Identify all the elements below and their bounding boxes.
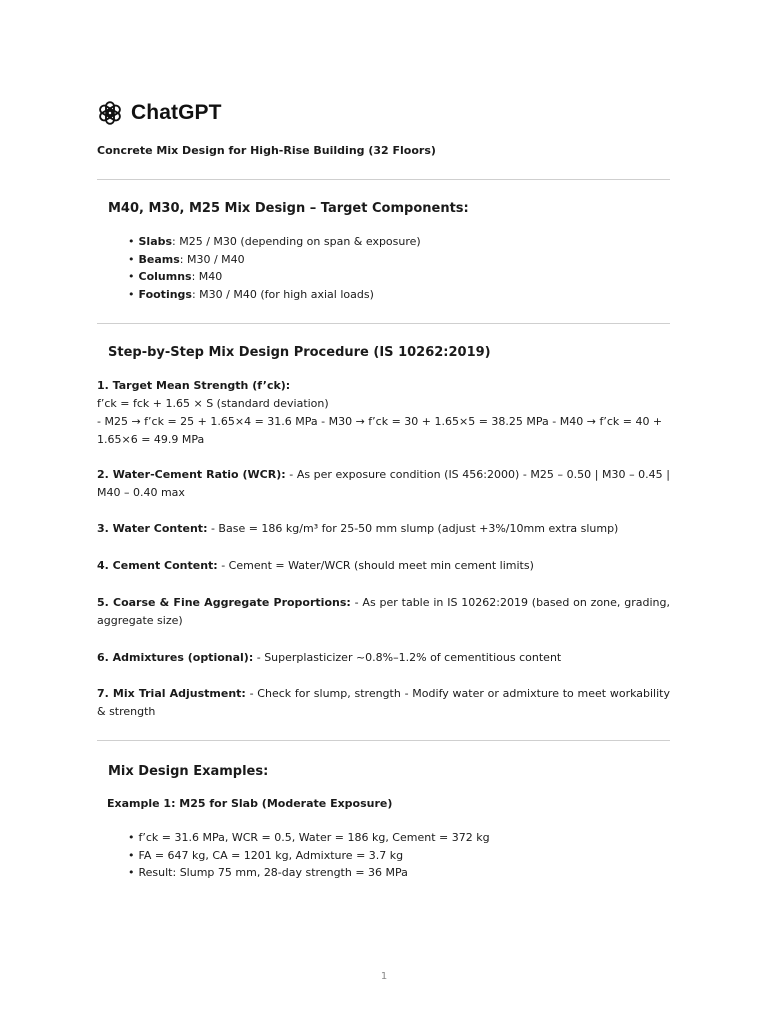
step-1 [97,377,670,449]
step-title: 7. Mix Trial Adjustment: [97,687,246,700]
section-heading-targets: M40, M30, M25 Mix Design – Target Components: [108,201,469,216]
step-text: - Superplasticizer ~0.8%–1.2% of cementitious content [253,651,562,664]
step-title: 5. Coarse & Fine Aggregate Proportions: [97,596,351,609]
step-title: 1. Target Mean Strength (f’ck): [97,379,291,392]
list-item: • Beams: M30 / M40 [128,252,245,266]
list-item: • Footings: M30 / M40 (for high axial loads) [128,288,374,302]
list-item: • Slabs: M25 / M30 (depending on span & exposure) [128,235,421,248]
section-heading-examples: Mix Design Examples: [108,764,269,779]
step-4 [97,557,670,575]
section-heading-procedure: Step-by-Step Mix Design Procedure (IS 10262:2019) [108,345,491,360]
step-7 [97,685,670,721]
step-formula: f’ck = fck + 1.65 × S (standard deviation) [97,397,329,410]
step-title: 4. Cement Content: [97,559,218,572]
step-text: - Cement = Water/WCR (should meet min cement limits) [217,559,534,572]
list-item: • Result: Slump 75 mm, 28-day strength = 36 MPa [128,866,408,880]
example-1-list [128,829,490,882]
target-components-list [128,233,421,304]
step-text: - As per exposure condition (IS 456:2000) - M25 – 0.50 | M30 – 0.45 | M40 – 0.40 max [97,468,670,499]
step-2 [97,466,670,502]
step-5 [97,594,670,630]
document-title: Concrete Mix Design for High-Rise Building (32 Floors) [97,144,436,157]
divider [97,740,670,741]
openai-knot-icon [97,100,123,126]
brand-header [97,100,222,126]
example-1-title: Example 1: M25 for Slab (Moderate Exposure) [107,797,393,810]
step-title: 6. Admixtures (optional): [97,651,254,664]
divider [97,323,670,324]
step-text: - As per table in IS 10262:2019 (based on zone, grading, aggregate size) [97,596,670,627]
list-item: • Columns: M40 [128,270,223,284]
page-number: 1 [380,971,388,982]
list-item: • FA = 647 kg, CA = 1201 kg, Admixture = 3.7 kg [128,848,404,862]
step-title: 3. Water Content: [97,522,208,535]
step-title: 2. Water-Cement Ratio (WCR): [97,468,286,481]
step-3 [97,520,670,538]
step-detail: - M25 → f’ck = 25 + 1.65×4 = 31.6 MPa - M30 → f’ck = 30 + 1.65×5 = 38.25 MPa - M40 → f’ck = 40 + 1.65×6 = 49.9 MPa [97,415,663,446]
step-text: - Check for slump, strength - Modify water or admixture to meet workability & strength [97,687,670,718]
divider [97,179,670,180]
brand-name: ChatGPT [131,101,222,124]
list-item: • f’ck = 31.6 MPa, WCR = 0.5, Water = 186 kg, Cement = 372 kg [128,831,490,844]
step-6 [97,649,670,667]
step-text: - Base = 186 kg/m³ for 25-50 mm slump (adjust +3%/10mm extra slump) [207,522,619,535]
